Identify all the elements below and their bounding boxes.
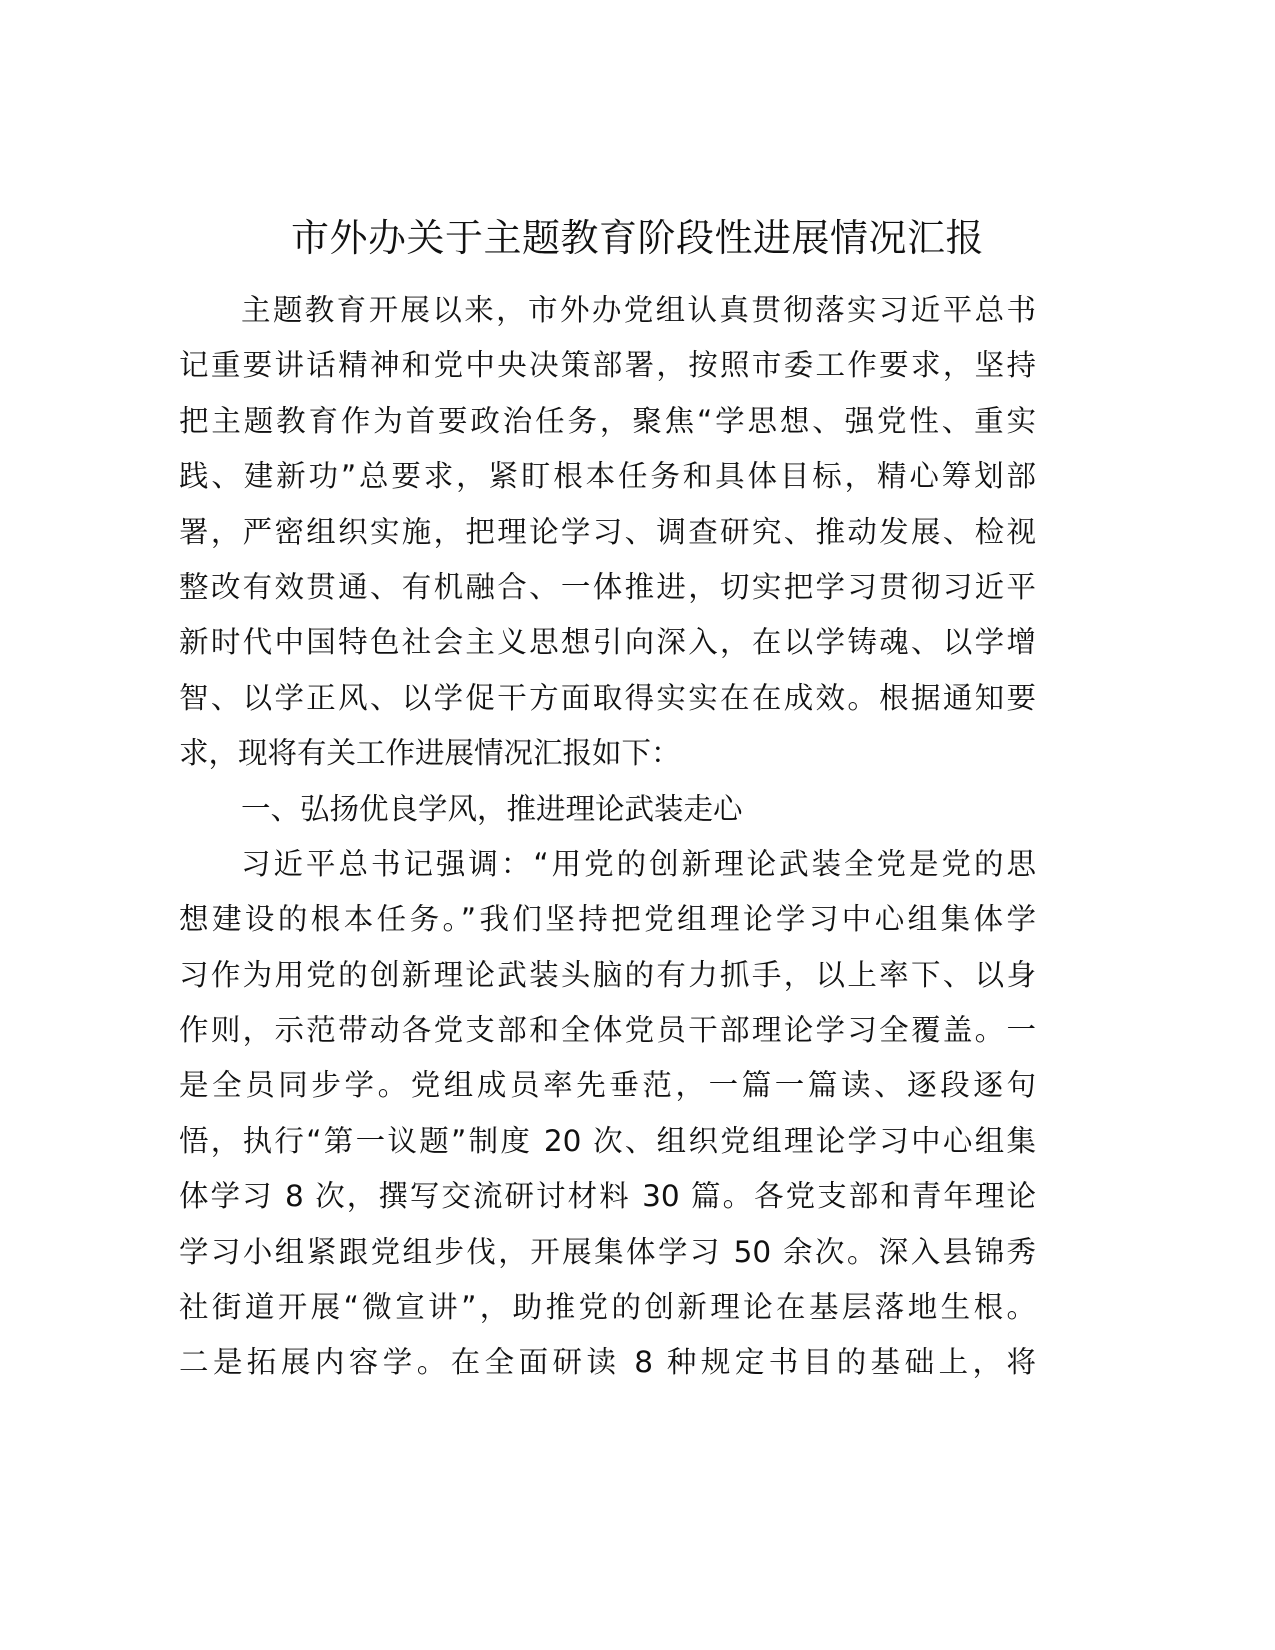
- section-heading-text: 一、弘扬优良学风，推进理论武装走心: [241, 791, 743, 826]
- text-line: 是全员同步学。党组成员率先垂范，一篇一篇读、逐段逐句: [179, 1068, 1036, 1103]
- text-line: 学习小组紧跟党组步伐，开展集体学习 50 余次。深入县锦秀: [179, 1234, 1036, 1269]
- text-line: 求，现将有关工作进展情况汇报如下：: [179, 736, 681, 771]
- text-line: 智、以学正风、以学促干方面取得实实在在成效。根据通知要: [179, 680, 1036, 715]
- text-line: 二是拓展内容学。在全面研读 8 种规定书目的基础上，将: [179, 1345, 1036, 1380]
- text-line: 践、建新功”总要求，紧盯根本任务和具体目标，精心筹划部: [179, 459, 1036, 494]
- text-line: 社街道开展“微宣讲”，助推党的创新理论在基层落地生根。: [179, 1290, 1036, 1325]
- text-line: 新时代中国特色社会主义思想引向深入，在以学铸魂、以学增: [179, 625, 1036, 660]
- text-line: 署，严密组织实施，把理论学习、调查研究、推动发展、检视: [179, 514, 1036, 549]
- text-line: 习作为用党的创新理论武装头脑的有力抓手，以上率下、以身: [179, 957, 1036, 992]
- text-line: 整改有效贯通、有机融合、一体推进，切实把学习贯彻习近平: [179, 569, 1036, 604]
- document-body: [179, 283, 1036, 1391]
- paragraph-section-1: [179, 837, 1036, 1391]
- text-line: 把主题教育作为首要政治任务，聚焦“学思想、强党性、重实: [179, 403, 1036, 438]
- text-line: 想建设的根本任务。”我们坚持把党组理论学习中心组集体学: [179, 902, 1036, 937]
- section-heading-1: [179, 782, 1036, 837]
- text-line: 作则，示范带动各党支部和全体党员干部理论学习全覆盖。一: [179, 1013, 1036, 1048]
- text-line: 记重要讲话精神和党中央决策部署，按照市委工作要求，坚持: [179, 348, 1036, 383]
- text-line: 体学习 8 次，撰写交流研讨材料 30 篇。各党支部和青年理论: [179, 1179, 1036, 1214]
- text-line: 习近平总书记强调：“用党的创新理论武装全党是党的思: [241, 846, 1036, 881]
- document-title: 市外办关于主题教育阶段性进展情况汇报: [290, 216, 984, 260]
- paragraph-intro: [179, 283, 1036, 782]
- text-line: 悟，执行“第一议题”制度 20 次、组织党组理论学习中心组集: [179, 1123, 1036, 1158]
- text-line: 主题教育开展以来，市外办党组认真贯彻落实习近平总书: [241, 293, 1036, 327]
